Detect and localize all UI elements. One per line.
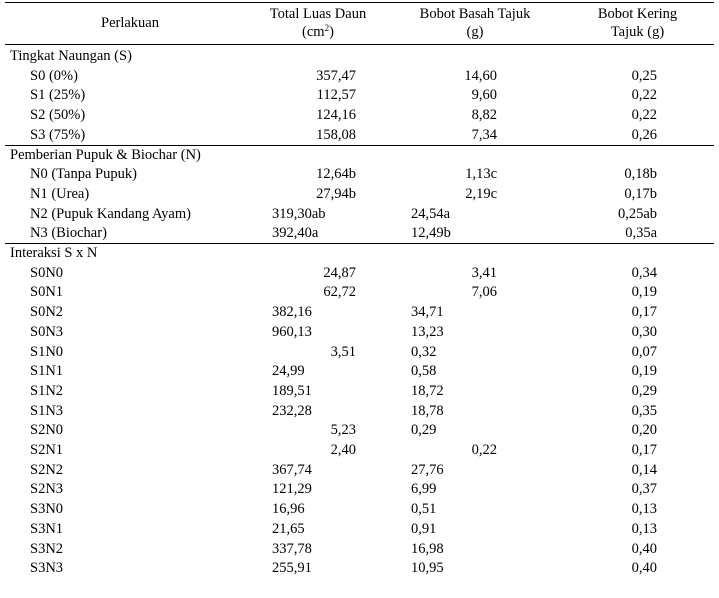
row-label: S3 (75%) bbox=[30, 126, 86, 143]
section-title: Tingkat Naungan (S) bbox=[10, 48, 132, 64]
cell-bobot-kering: 0,30 bbox=[631, 323, 657, 340]
row-label: S2 (50%) bbox=[30, 107, 86, 124]
cell-total-luas-daun: 24,99 bbox=[272, 363, 305, 380]
cell-bobot-kering: 0,14 bbox=[631, 461, 657, 478]
cell-total-luas-daun: 21,65 bbox=[272, 520, 305, 537]
cell-total-luas-daun: 960,13 bbox=[272, 323, 312, 340]
cell-bobot-basah: 13,23 bbox=[411, 323, 444, 340]
row-label: S2N1 bbox=[30, 442, 64, 458]
header-bobot-basah-tajuk bbox=[400, 5, 550, 41]
cell-bobot-kering: 0,20 bbox=[631, 422, 657, 439]
row-label: S1N0 bbox=[30, 343, 64, 360]
cell-bobot-basah: 14,60 bbox=[464, 67, 497, 84]
row-label: N3 (Biochar) bbox=[30, 225, 107, 242]
row-label: S0N1 bbox=[30, 284, 64, 301]
table-top-rule bbox=[5, 2, 714, 3]
cell-bobot-basah: 7,34 bbox=[471, 126, 497, 143]
row-label: S1N2 bbox=[30, 382, 64, 399]
row-label: S2N3 bbox=[30, 481, 64, 498]
cell-total-luas-daun: 121,29 bbox=[272, 481, 312, 498]
section-title: Interaksi S x N bbox=[10, 245, 98, 261]
row-label: S3N0 bbox=[30, 501, 64, 518]
row-label: S1 (25%) bbox=[30, 87, 86, 104]
cell-total-luas-daun: 5,23 bbox=[330, 422, 356, 439]
cell-bobot-kering: 0,13 bbox=[631, 520, 657, 537]
cell-bobot-kering: 0,25 bbox=[631, 67, 657, 84]
header-perlakuan-text: Perlakuan bbox=[101, 15, 159, 31]
cell-bobot-kering: 0,18b bbox=[624, 166, 657, 183]
header-luas-unit-close: ) bbox=[329, 24, 334, 40]
cell-bobot-kering: 0,19 bbox=[631, 284, 657, 301]
header-basah-line2: (g) bbox=[466, 24, 484, 40]
cell-total-luas-daun: 3,51 bbox=[330, 343, 356, 360]
cell-total-luas-daun: 112,57 bbox=[316, 87, 356, 104]
row-label: S0N0 bbox=[30, 264, 64, 281]
cell-bobot-kering: 0,22 bbox=[631, 107, 657, 124]
cell-bobot-basah: 3,41 bbox=[471, 264, 497, 281]
row-label: N2 (Pupuk Kandang Ayam) bbox=[30, 205, 191, 222]
row-label: S3N1 bbox=[30, 520, 64, 537]
row-label: S2N2 bbox=[30, 461, 64, 478]
cell-bobot-basah: 16,98 bbox=[411, 540, 444, 557]
row-label: S1N1 bbox=[30, 363, 64, 380]
cell-total-luas-daun: 12,64b bbox=[316, 166, 356, 183]
cell-bobot-kering: 0,19 bbox=[631, 363, 657, 380]
cell-total-luas-daun: 382,16 bbox=[272, 304, 312, 321]
header-basah-line1: Bobot Basah Tajuk bbox=[419, 6, 531, 22]
row-label: N1 (Urea) bbox=[30, 185, 90, 202]
cell-bobot-basah: 0,58 bbox=[411, 363, 437, 380]
row-label: S2N0 bbox=[30, 422, 64, 439]
header-kering-line1: Bobot Kering bbox=[597, 6, 678, 22]
cell-bobot-basah: 9,60 bbox=[471, 87, 497, 104]
cell-bobot-basah: 34,71 bbox=[411, 304, 444, 321]
cell-total-luas-daun: 62,72 bbox=[323, 284, 356, 301]
cell-total-luas-daun: 337,78 bbox=[272, 540, 312, 557]
row-label: S0N2 bbox=[30, 304, 64, 321]
cell-bobot-basah: 0,32 bbox=[411, 343, 437, 360]
cell-bobot-kering: 0,34 bbox=[631, 264, 657, 281]
cell-total-luas-daun: 319,30ab bbox=[272, 205, 326, 222]
cell-bobot-kering: 0,17b bbox=[624, 185, 657, 202]
cell-total-luas-daun: 255,91 bbox=[272, 560, 312, 577]
cell-bobot-kering: 0,40 bbox=[631, 560, 657, 577]
cell-bobot-basah: 10,95 bbox=[411, 560, 444, 577]
cell-bobot-basah: 24,54a bbox=[411, 205, 451, 222]
row-label: N0 (Tanpa Pupuk) bbox=[30, 166, 137, 183]
header-total-luas-daun bbox=[262, 5, 374, 41]
cell-bobot-basah: 6,99 bbox=[411, 481, 437, 498]
cell-bobot-kering: 0,07 bbox=[631, 343, 657, 360]
cell-total-luas-daun: 24,87 bbox=[323, 264, 356, 281]
cell-bobot-kering: 0,22 bbox=[631, 87, 657, 104]
cell-bobot-basah: 0,51 bbox=[411, 501, 437, 518]
cell-bobot-basah: 18,72 bbox=[411, 382, 444, 399]
cell-bobot-kering: 0,35a bbox=[625, 225, 657, 242]
cell-bobot-basah: 12,49b bbox=[411, 225, 451, 242]
cell-bobot-basah: 0,29 bbox=[411, 422, 437, 439]
cell-total-luas-daun: 158,08 bbox=[316, 126, 356, 143]
row-label: S1N3 bbox=[30, 402, 64, 419]
cell-total-luas-daun: 27,94b bbox=[316, 185, 356, 202]
cell-bobot-basah: 18,78 bbox=[411, 402, 444, 419]
cell-total-luas-daun: 16,96 bbox=[272, 501, 305, 518]
header-luas-unit-sup: 2 bbox=[324, 23, 330, 33]
cell-bobot-kering: 0,17 bbox=[631, 304, 657, 321]
header-bobot-kering-tajuk bbox=[580, 5, 695, 41]
section-divider bbox=[5, 243, 714, 244]
header-luas-unit: (cm bbox=[302, 24, 325, 40]
row-label: S0 (0%) bbox=[30, 67, 78, 84]
cell-bobot-kering: 0,26 bbox=[631, 126, 657, 143]
header-luas-line1: Total Luas Daun bbox=[269, 6, 367, 22]
cell-bobot-kering: 0,35 bbox=[631, 402, 657, 419]
cell-total-luas-daun: 232,28 bbox=[272, 402, 312, 419]
cell-bobot-basah: 1,13c bbox=[465, 166, 497, 183]
cell-bobot-basah: 27,76 bbox=[411, 461, 444, 478]
cell-bobot-basah: 0,91 bbox=[411, 520, 437, 537]
cell-bobot-kering: 0,40 bbox=[631, 540, 657, 557]
cell-total-luas-daun: 367,74 bbox=[272, 461, 312, 478]
cell-total-luas-daun: 392,40a bbox=[272, 225, 319, 242]
cell-bobot-kering: 0,25ab bbox=[617, 205, 657, 222]
cell-bobot-basah: 8,82 bbox=[471, 107, 497, 124]
cell-bobot-kering: 0,29 bbox=[631, 382, 657, 399]
cell-total-luas-daun: 189,51 bbox=[272, 382, 312, 399]
section-title: Pemberian Pupuk & Biochar (N) bbox=[10, 146, 201, 163]
header-kering-line2: Tajuk (g) bbox=[610, 24, 665, 40]
cell-bobot-basah: 0,22 bbox=[471, 442, 497, 458]
cell-bobot-kering: 0,37 bbox=[631, 481, 657, 498]
cell-bobot-basah: 2,19c bbox=[465, 185, 497, 202]
row-label: S0N3 bbox=[30, 323, 64, 340]
row-label: S3N2 bbox=[30, 540, 64, 557]
header-perlakuan bbox=[5, 14, 255, 32]
cell-bobot-basah: 7,06 bbox=[471, 284, 497, 301]
cell-total-luas-daun: 2,40 bbox=[330, 442, 356, 458]
header-luas-line2 bbox=[262, 23, 374, 41]
cell-bobot-kering: 0,17 bbox=[631, 442, 657, 458]
header-bottom-rule bbox=[5, 44, 714, 45]
cell-bobot-kering: 0,13 bbox=[631, 501, 657, 518]
row-label: S3N3 bbox=[30, 560, 64, 577]
cell-total-luas-daun: 124,16 bbox=[316, 107, 356, 124]
cell-total-luas-daun: 357,47 bbox=[316, 67, 356, 84]
